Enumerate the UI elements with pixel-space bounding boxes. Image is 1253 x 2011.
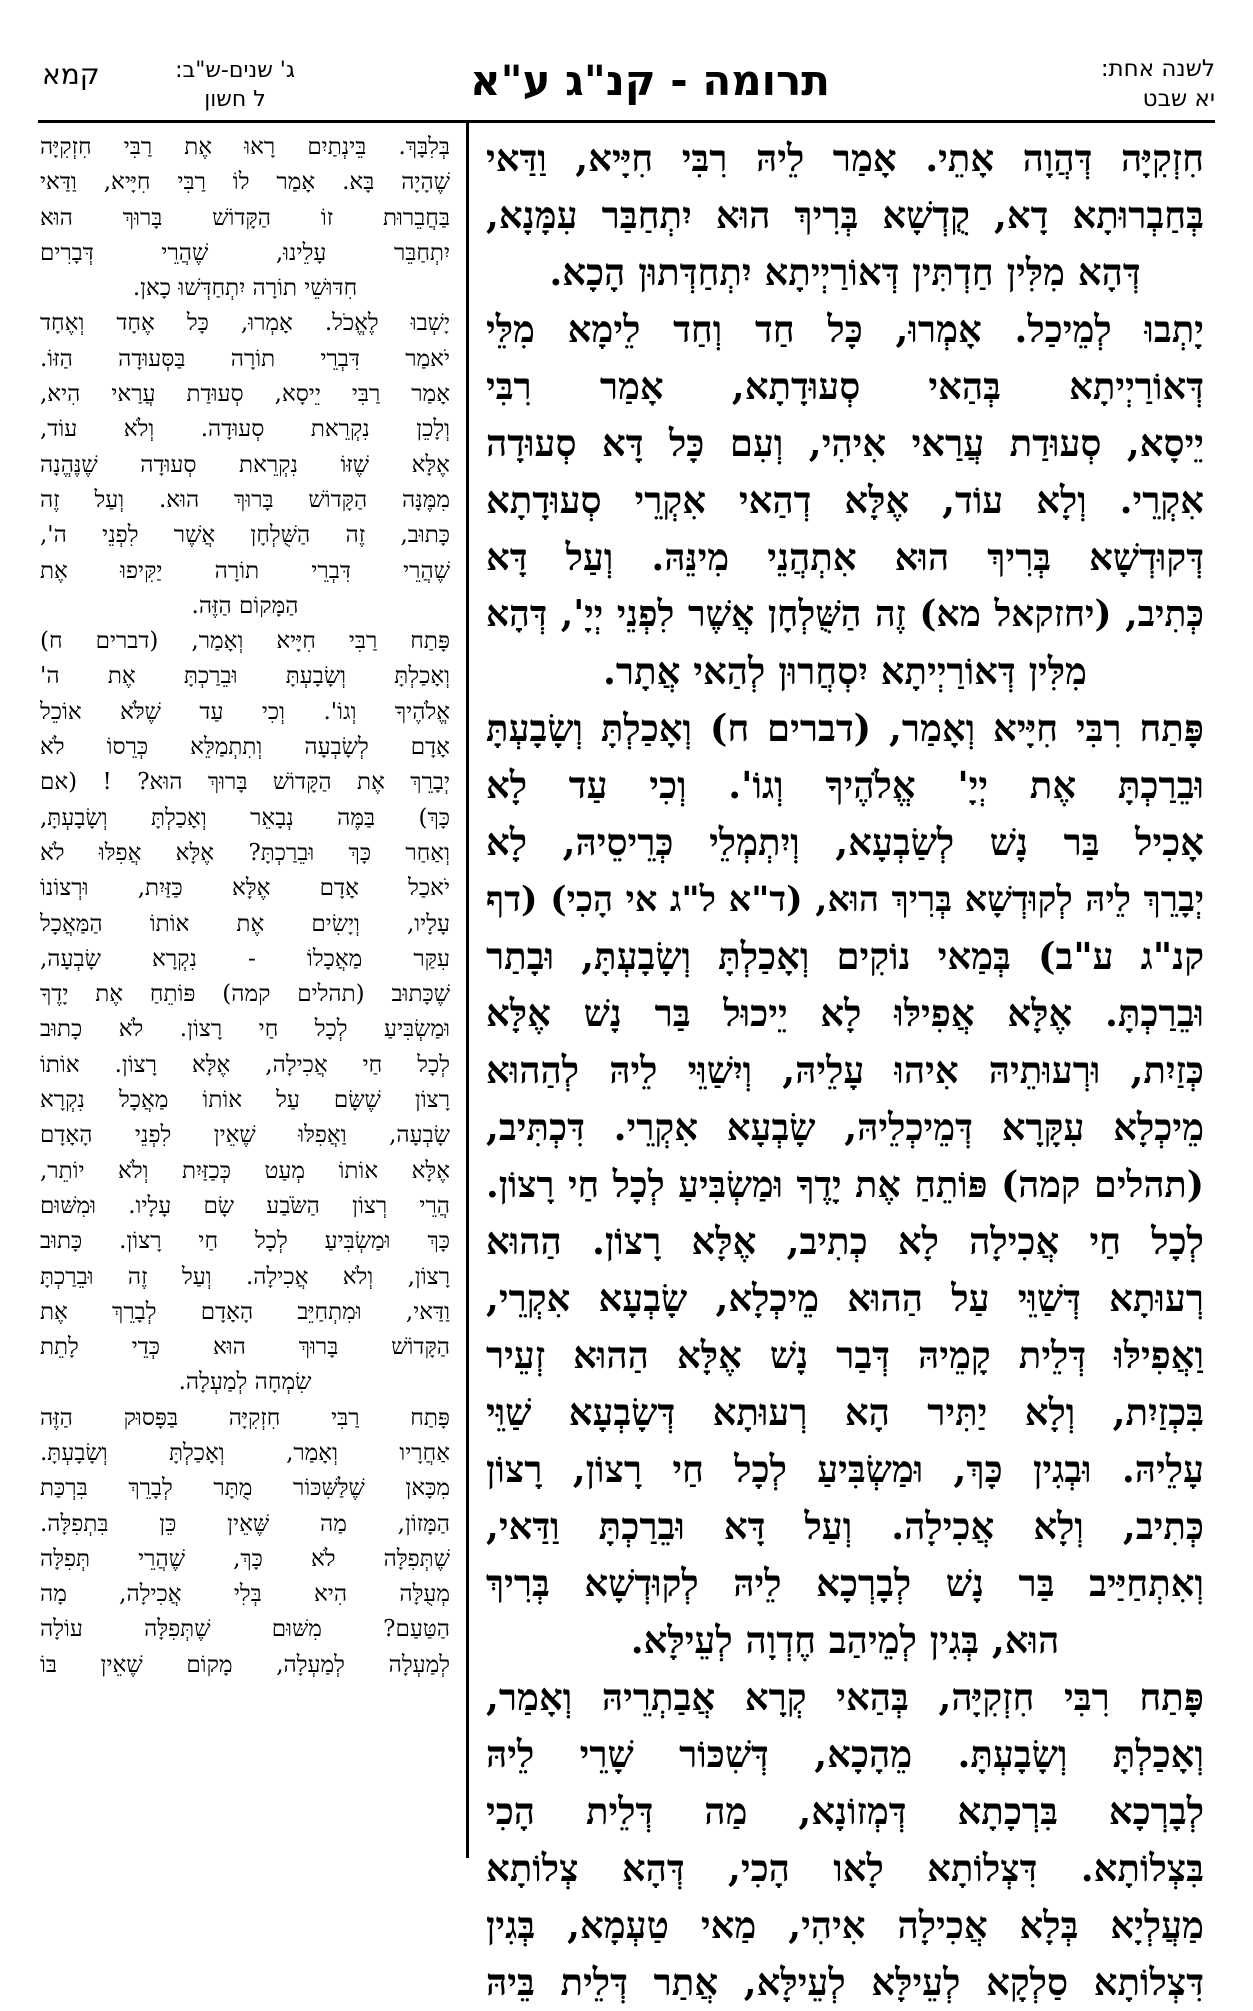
main-line: דְּאוֹרַיְיתָא בְּהַאי סְעוּדָתָא, אָמַר רִבִּי: [486, 364, 1204, 408]
side-line: כָּךְ וּמַשְׂבִּיעַ לְכָל חַי רָצוֹן. כָּתוּב: [40, 1228, 450, 1255]
side-line: וַדַּאי, וּמִתְחַיֵּב הָאָדָם לְבָרֵךְ אֶת: [40, 1298, 450, 1325]
side-line: שֶׁכָּתוּב (תהלים קמה) פּוֹתֵחַ אֶת יָדֶךָ: [40, 981, 450, 1008]
side-line: כָּךְ) בַּמֶּה נְבָאֵר וְאָכַלְתָּ וְשָׂבָעְתָּ,: [40, 804, 450, 831]
side-line: אֱלֹהֶיךָ וְגוֹ'. וְכִי עַד שֶׁלֹּא אוֹכֵל: [40, 698, 450, 725]
header-right-line-1: לשנה אחת:: [1100, 56, 1215, 82]
side-line: הֲרֵי רְצוֹן הַשֹּׂבַע שָׂם עָלָיו. וּמִשּׁוּם: [40, 1192, 450, 1219]
main-line: כְּתִיב, (יחזקאל מא) זֶה הַשֻּׁלְחָן אֲשֶׁר לִפְנֵי יְיָ', דְּהָא: [486, 593, 1204, 635]
side-line: וְלָכֵן נִקְרֵאת סְעוּדָה. וְלֹא עוֹד,: [40, 416, 450, 443]
main-line: חִזְקִיָּה דְּהֲוָה אָתֵי. אָמַר לֵיהּ רִבִּי חִיָּיא, וַדַּאי: [486, 136, 1204, 180]
header-study-schedule-one-year: [1055, 54, 1215, 114]
main-line: קנ"ג ע"ב) בְּמַאי נוֹקִים וְאָכַלְתָּ וְשָׂבָעְתָּ, וּבָתַר: [486, 934, 1204, 978]
side-line: רָצוֹן שֶׁשָּׂם עַל אוֹתוֹ מַאֲכָל נִקְרָא: [40, 1087, 450, 1114]
hebrew-translation-text: [40, 130, 450, 1683]
side-line: פָּתַח רַבִּי חִזְקִיָּה בַּפָּסוּק הַזֶּה: [40, 1404, 450, 1431]
side-line: הַטַּעַם? מִשּׁוּם שֶׁתְּפִלָּה עוֹלָה: [40, 1616, 450, 1643]
side-line: מְעֻלָּה הִיא בְּלִי אֲכִילָה, מָה: [40, 1581, 450, 1608]
main-line: מִלִּין דְּאוֹרַיְיתָא יִסְחֲרוּן לְהַאי אֲתָר.: [603, 649, 1087, 693]
header-divider: [38, 120, 1215, 123]
side-line: הַמָּזוֹן, מַה שֶּׁאֵין כֵּן בִּתְפִלָּה.: [40, 1510, 450, 1537]
main-line: בִּצְלוֹתָא. דִּצְלוֹתָא לָאו הָכִי, דְּהָא צְלוֹתָא: [486, 1846, 1204, 1890]
main-line: (תהלים קמה) פּוֹתֵחַ אֶת יָדֶךָ וּמַשְׂבִּיעַ לְכָל חַי רָצוֹן.: [486, 1163, 1204, 1206]
column-divider: [466, 120, 469, 1858]
header-left-line-1: ג' שנים-ש"ב:: [175, 58, 295, 83]
side-line: אַחֲרָיו וְאָמַר, וְאָכַלְתָּ וְשָׂבָעְתָּ.: [40, 1439, 450, 1466]
side-line: יָשְׁבוּ לֶאֱכֹל. אָמְרוּ, כָּל אֶחָד וְאֶחָד: [40, 310, 450, 337]
main-line: וּבֵרַכְתָּ. אֶלָּא אֲפִילּוּ לָא יֵיכוּל בַּר נָשׁ אֶלָּא: [486, 991, 1204, 1035]
main-line: וְאִתְחַיַּיב בַּר נָשׁ לְבָרְכָא לֵיהּ לְקוּדְשָׁא בְּרִיךְ: [486, 1561, 1204, 1605]
side-line: שָׂבְעָה, וַאֲפִלּוּ שֶׁאֵין לִפְנֵי הָאָדָם: [40, 1122, 450, 1149]
side-line: שִׂמְחָה לְמַעְלָה.: [178, 1369, 312, 1396]
main-line: אָכִיל בַּר נָשׁ לְשַׂבְעָא, וְיִתְמְלֵי כְּרֵיסֵיהּ, לָא: [486, 820, 1204, 864]
main-line: כְּזַיִת, וּרְעוּתֵיהּ אִיהוּ עָלֵיהּ, וְיִשַׁוֵּי לֵיהּ לְהַהוּא: [486, 1048, 1204, 1092]
main-line: יֵיסָא, סְעוּדַת עֲרַאי אִיהִי, וְעִם כָּל דָּא סְעוּדָה: [486, 421, 1204, 465]
side-line: אָדָם לְשָׂבְעָה וְתִתְמַלֵּא כְּרֵסוֹ לֹא: [40, 734, 450, 761]
main-line: אִקְרֵי. וְלָא עוֹד, אֶלָּא דְהַאי אִקְרֵי סְעוּדָתָא: [486, 478, 1204, 522]
side-line: חִדּוּשֵׁי תוֹרָה יִתְחַדְּשׁוּ כָאן.: [132, 275, 358, 302]
side-line: פָּתַח רַבִּי חִיָּיא וְאָמַר, (דברים ח): [40, 628, 450, 655]
side-line: אֶלָּא שֶׁזּוֹ נִקְרֵאת סְעוּדָה שֶׁנֶּהֱנָה: [40, 451, 450, 478]
side-line: וְאָכַלְתָּ וְשָׂבָעְתָּ וּבֵרַכְתָּ אֶת ה': [40, 663, 450, 690]
side-line: יֹאמַר דִּבְרֵי תוֹרָה בַּסְּעוּדָה הַזּוֹ.: [40, 345, 450, 372]
side-line: שֶׁהֲרֵי דִּבְרֵי תוֹרָה יַקִּיפוּ אֶת: [40, 557, 450, 584]
main-line: רְעוּתָא דְּשַׁוֵּי עַל הַהוּא מֵיכְלָא, שָׂבְעָא אִקְרֵי,: [486, 1276, 1204, 1320]
side-line: רָצוֹן, וְלֹא אֲכִילָה. וְעַל זֶה וּבֵרַכְתָּ: [40, 1263, 450, 1290]
main-line: עָלֵיהּ. וּבְגִין כָּךְ, וּמַשְׂבִּיעַ לְכָל חַי רָצוֹן, רָצוֹן: [486, 1447, 1204, 1491]
side-line: כָּתוּב, זֶה הַשֻּׁלְחָן אֲשֶׁר לִפְנֵי ה',: [40, 522, 450, 549]
main-line: מַעֲלְיָא בְּלָא אֲכִילָה אִיהִי, מַאי טַעְמָא, בְּגִין: [486, 1903, 1204, 1947]
side-line: מִמֶּנָּה הַקָּדוֹשׁ בָּרוּךְ הוּא. וְעַל זֶה: [40, 486, 450, 513]
side-line: וְאַחַר כָּךְ וּבֵרַכְתָּ? אֶלָּא אֲפִלּוּ לֹא: [40, 839, 450, 866]
main-line: לְכָל חַי אֲכִילָה לָא כְתִיב, אֶלָּא רָצוֹן. הַהוּא: [486, 1219, 1204, 1263]
page-number: קמא: [42, 58, 100, 91]
side-line: לְכָל חַי אֲכִילָה, אֶלָּא רָצוֹן. אוֹתוֹ: [40, 1051, 450, 1078]
side-line: בַּחֲבֵרוּת זוֹ הַקָּדוֹשׁ בָּרוּךְ הוּא: [40, 204, 450, 231]
main-line: דִּצְלוֹתָא סַלְקָא לְעֵילָּא לְעֵילָּא, אֲתַר דְּלֵית בֵּיהּ: [486, 1960, 1204, 2004]
side-line: יְבָרֵךְ אֶת הַקָּדוֹשׁ בָּרוּךְ הוּא? ! (אם: [40, 769, 450, 796]
aramaic-main-text: [486, 130, 1204, 2011]
header-left-line-2: ל חשון: [204, 87, 266, 112]
main-line: דְּהָא מִלִּין חַדְתִּין דְּאוֹרַיְיתָא יִתְחַדְּתוּן הָכָא.: [549, 250, 1141, 294]
main-line: כְּתִיב, וְלָא אֲכִילָה. וְעַל דָּא וּבֵרַכְתָּ וַדַּאי,: [486, 1504, 1204, 1548]
main-line: פָּתַח רִבִּי חִיָּיא וְאָמַר, (דברים ח) וְאָכַלְתָּ וְשָׂבָעְתָּ: [486, 706, 1204, 750]
main-line: פָּתַח רִבִּי חִזְקִיָּה, בְּהַאי קְרָא אֲבַתְרֵיהּ וְאָמַר,: [486, 1675, 1204, 1719]
main-line: דְּקוּדְשָׁא בְּרִיךְ הוּא אִתְהֲנֵי מִינֵּהּ. וְעַל דָּא: [486, 535, 1204, 579]
side-line: בְּלִבָּךְ. בֵּינְתַיִם רָאוּ אֶת רַבִּי חִזְקִיָּה: [40, 134, 450, 160]
side-line: עִקַּר מַאֲכָלוֹ - נִקְרָא שָׂבְעָה,: [40, 945, 450, 972]
page-title: תרומה - קנ"ג ע"א: [470, 56, 830, 105]
main-line: וּבֵרַכְתָּ אֶת יְיָ' אֱלֹהֶיךָ וְגוֹ'. וְכִי עַד לָא: [486, 763, 1204, 807]
side-line: הַמָּקוֹם הַזֶּה.: [191, 592, 299, 619]
side-line: מִכָּאן שֶׁלַּשִּׁכּוֹר מֻתָּר לְבָרֵךְ בִּרְכַּת: [40, 1475, 450, 1502]
main-line: בִּכְזַיִת, וְלָא יַתִּיר הָא רְעוּתָא דְּשָׂבְעָא שַׁוֵּי: [486, 1390, 1204, 1434]
side-line: עָלָיו, וְיָשִׂים אֶת אוֹתוֹ הַמַּאֲכָל: [40, 910, 450, 937]
side-line: לְמַעְלָה לְמַעְלָה, מָקוֹם שֶׁאֵין בּוֹ: [40, 1651, 450, 1678]
side-line: שֶׁהָיָה בָּא. אָמַר לוֹ רַבִּי חִיָּיא, וַדַּאי: [40, 169, 450, 196]
main-line: בְּחַבְרוּתָא דָא, קֻדְשָׁא בְּרִיךְ הוּא יִתְחַבַּר עִמָּנָא,: [486, 193, 1204, 237]
main-line: יָתְבוּ לְמֵיכַל. אָמְרוּ, כָּל חַד וְחַד לֵימָא מִלֵּי: [486, 307, 1204, 351]
side-line: יִתְחַבֵּר עָלֵינוּ, שֶׁהֲרֵי דְּבָרִים: [40, 239, 450, 266]
side-line: אֶלָּא אוֹתוֹ מְעַט כְּכַזַּיִת וְלֹא יוֹתֵר,: [40, 1157, 450, 1184]
main-line: וַאֲפִילּוּ דְּלֵית קָמֵיהּ דְּבַר נָשׁ אֶלָּא הַהוּא זְעֵיר: [486, 1333, 1204, 1377]
side-line: שֶׁתְּפִלָּה לֹא כָּךְ, שֶׁהֲרֵי תְּפִלָּה: [40, 1545, 450, 1572]
side-line: יֹאכַל אָדָם אֶלָּא כַּזַּיִת, וּרְצוֹנוֹ: [40, 875, 450, 902]
main-line: הוּא, בְּגִין לְמֵיהַב חֶדְוָה לְעֵילָּא.: [630, 1618, 1060, 1662]
side-line: הַקָּדוֹשׁ בָּרוּךְ הוּא כְּדֵי לָתֵת: [40, 1334, 450, 1361]
main-line: יְבָרֵךְ לֵיהּ לְקוּדְשָׁא בְּרִיךְ הוּא, (ד"א ל"ג אי הָכִי) (דף: [486, 879, 1204, 920]
side-line: וּמַשְׂבִּיעַ לְכָל חַי רָצוֹן. לֹא כָתוּב: [40, 1016, 450, 1043]
main-line: וְאָכַלְתָּ וְשָׂבָעְתָּ. מֵהָכָא, דְּשִׁכּוֹר שָׁרֵי לֵיהּ: [486, 1732, 1204, 1776]
header-study-schedule-three-years: [150, 56, 320, 114]
header-right-line-2: יא שבט: [1142, 86, 1215, 112]
main-line: מֵיכְלָא עִקָּרָא דְּמֵיכְלֵיהּ, שָׂבְעָא אִקְרֵי. דִּכְתִּיב,: [486, 1105, 1204, 1149]
main-line: לְבָרְכָא בִּרְכָתָא דְּמְזוֹנָא, מַה דְּלֵית הָכִי: [486, 1789, 1204, 1833]
side-line: אָמַר רַבִּי יֵיסָא, סְעוּדַת עֲרַאי הִיא,: [40, 381, 450, 408]
